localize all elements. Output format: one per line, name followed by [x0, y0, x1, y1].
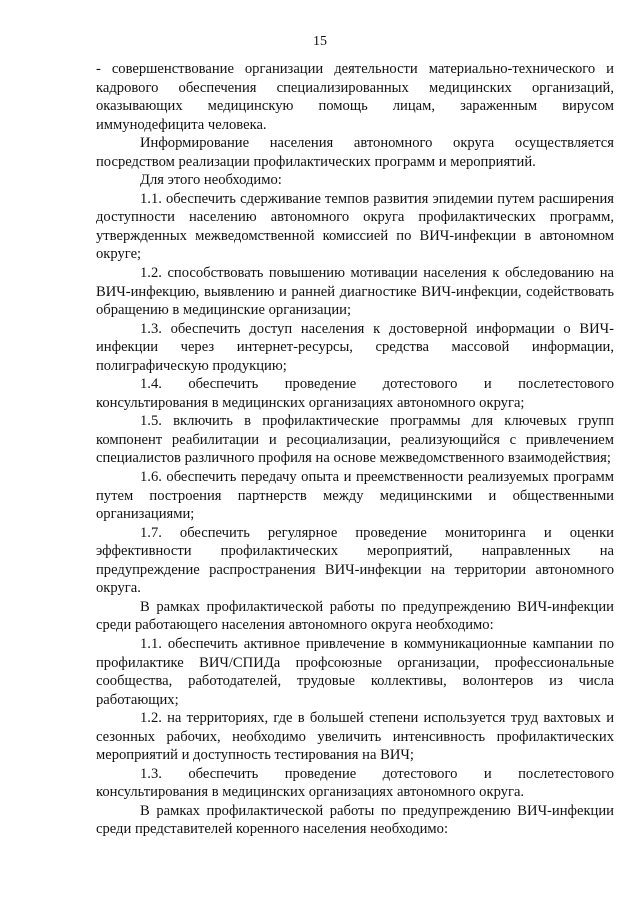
list-item-1-2: 1.2. способствовать повышению мотивации населения к обследованию на ВИЧ-инфекцию, выявлению и ранней диагностике ВИЧ-инфекции, содействовать обращению в медицинские организации;	[96, 265, 614, 319]
document-body	[96, 60, 614, 839]
list-item-1-4: 1.4. обеспечить проведение дотестового и послетестового консультирования в медицинских организациях автономного округа;	[96, 376, 614, 411]
list-item-working-1-1: 1.1. обеспечить активное привлечение в коммуникационные кампании по профилактике ВИЧ/СПИДа профсоюзные организации, профессиональные сообщества, работодателей, трудовые коллективы, волонтеров из числа работающих;	[96, 635, 614, 708]
paragraph-necessary-intro: Для этого необходимо:	[140, 172, 282, 189]
page-number: 15	[313, 34, 327, 49]
list-item-1-5: 1.5. включить в профилактические программы для ключевых групп компонент реабилитации и ресоциализации, реализующийся с привлечением специалистов различного профиля на основе межведомственного взаимодействия;	[96, 413, 614, 467]
list-item-working-1-2: 1.2. на территориях, где в большей степени используется труд вахтовых и сезонных рабочих, необходимо увеличить интенсивность профилактических мероприятий и доступность тестирования на ВИЧ;	[96, 710, 614, 764]
list-item-1-6: 1.6. обеспечить передачу опыта и преемственности реализуемых программ путем построения партнерств между медицинскими и общественными организациями;	[96, 469, 614, 523]
paragraph-working-population-intro: В рамках профилактической работы по предупреждению ВИЧ-инфекции среди работающего населения автономного округа необходимо:	[96, 598, 614, 634]
list-item-1-3: 1.3. обеспечить доступ населения к достоверной информации о ВИЧ-инфекции через интернет-ресурсы, средства массовой информации, полиграфическую продукцию;	[96, 320, 614, 374]
paragraph-improvement-organizations: - совершенствование организации деятельности материально-технического и кадрового обеспечения специализированных медицинских организаций, оказывающих медицинскую помощь лицам, зараженным вирусом иммунодефицита человека.	[96, 61, 614, 133]
paragraph-informing-population: Информирование населения автономного округа осуществляется посредством реализации профилактических программ и мероприятий.	[96, 135, 614, 170]
list-item-working-1-3: 1.3. обеспечить проведение дотестового и послетестового консультирования в медицинских организациях автономного округа.	[96, 765, 614, 801]
list-item-1-7: 1.7. обеспечить регулярное проведение мониторинга и оценки эффективности профилактических мероприятий, направленных на предупреждение распространения ВИЧ-инфекции на территории автономного округа.	[96, 524, 614, 597]
list-item-1-1: 1.1. обеспечить сдерживание темпов развития эпидемии путем расширения доступности населению автономного округа профилактических программ, утвержденных межведомственной комиссией по ВИЧ-инфекции в автономном округе;	[96, 190, 614, 263]
paragraph-indigenous-population-intro: В рамках профилактической работы по предупреждению ВИЧ-инфекции среди представителей коренного населения необходимо:	[96, 802, 614, 838]
